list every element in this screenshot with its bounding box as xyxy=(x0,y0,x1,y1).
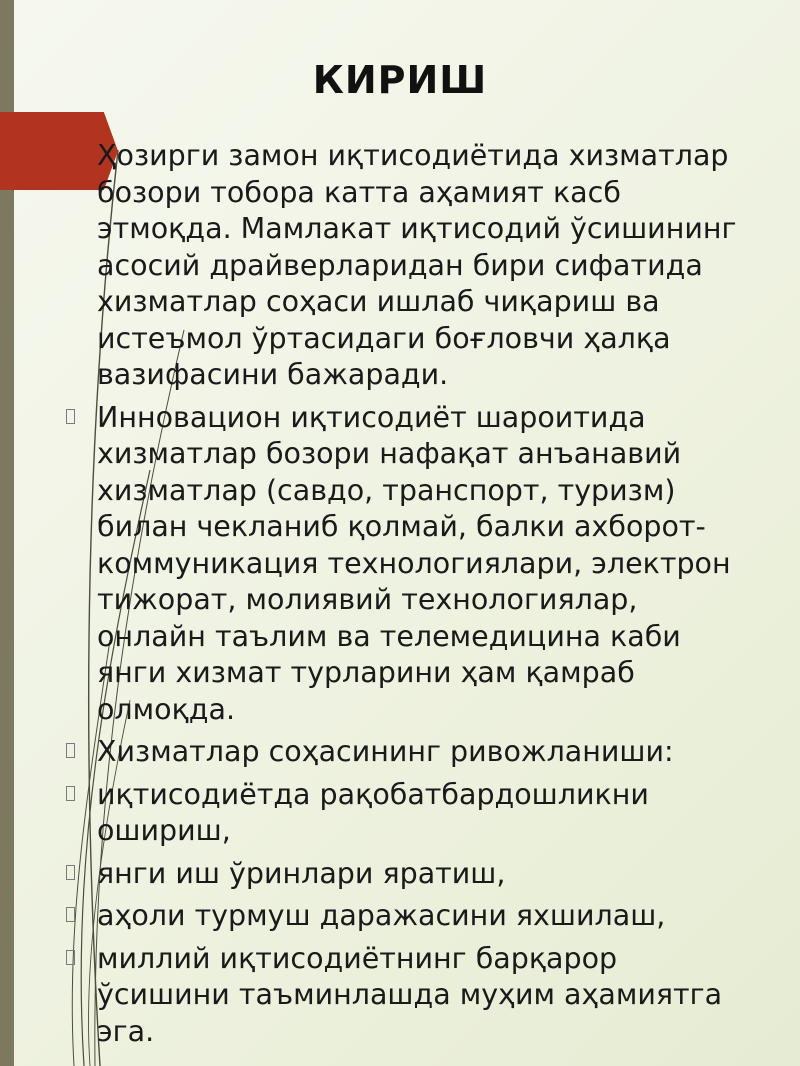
bullet-text: Хизматлар соҳасининг ривожланиши: xyxy=(97,735,674,768)
bullet-text: миллий иқтисодиётнинг барқарор ўсишини таъминлашда муҳим аҳамиятга эга. xyxy=(97,941,723,1048)
bullet-list xyxy=(66,138,746,1050)
bullet-marker-icon xyxy=(66,907,75,922)
bullet-marker-icon xyxy=(66,743,75,758)
bullet-item xyxy=(66,400,746,729)
bullet-text: Инновацион иқтисодиёт шароитида хизматлар бозори нафақат анъанавий хизматлар (савдо, транспорт, туризм) билан чекланиб қолмай, балки ахборот-коммуникация технологиялари, электрон тижорат, молиявий технологиялар, онлайн таълим ва телемедицина каби янги хизмат турларини ҳам қамраб олмоқда. xyxy=(97,400,731,726)
bullet-text: аҳоли турмуш даражасини яхшилаш, xyxy=(97,899,666,932)
bullet-text: иқтисодиётда рақобатбардошликни ошириш, xyxy=(97,777,649,847)
bullet-item xyxy=(66,898,746,935)
bullet-marker-icon xyxy=(66,786,75,801)
bullet-marker-icon xyxy=(66,409,75,424)
bullet-item xyxy=(66,777,746,850)
bullet-item xyxy=(66,941,746,1051)
bullet-item xyxy=(66,734,746,771)
bullet-marker-icon xyxy=(66,865,75,880)
bullet-marker-icon xyxy=(66,950,75,965)
slide-title: КИРИШ xyxy=(312,58,488,102)
bullet-item xyxy=(66,856,746,893)
bullet-text: Ҳозирги замон иқтисодиётида хизматлар бозори тобора катта аҳамият касб этмоқда. Мамлакат иқтисодий ўсишининг асосий драйверларидан бири сифатида хизматлар соҳаси ишлаб чиқариш ва истеъмол ўртасидаги боғловчи ҳалқа вазифасини бажаради. xyxy=(97,139,737,391)
bullet-text: янги иш ўринлари яратиш, xyxy=(97,856,506,890)
bullet-item xyxy=(66,138,746,394)
